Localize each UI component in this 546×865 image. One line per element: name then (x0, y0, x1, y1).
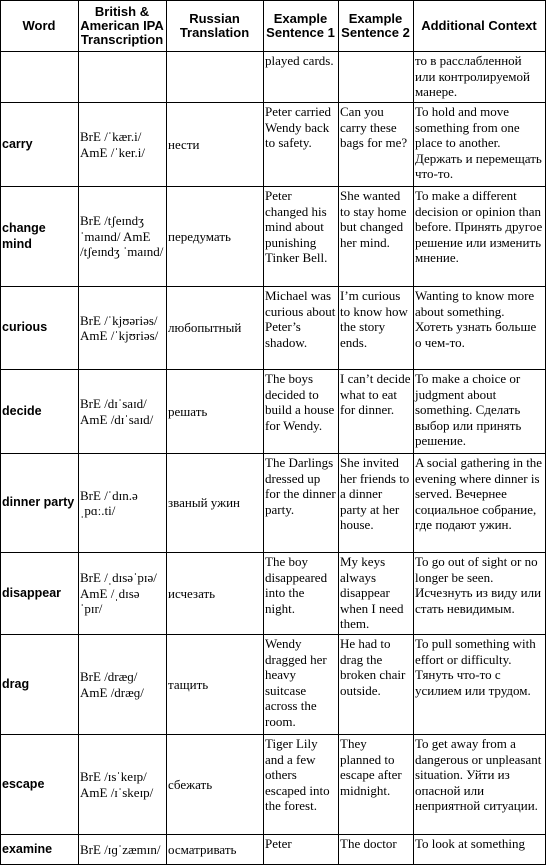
context-cell: то в расслабленной или контролируемой манере. (414, 52, 546, 103)
russian-cell: любопытный (167, 287, 264, 370)
header-example2: Example Sentence 2 (339, 1, 414, 52)
example2-cell: My keys always disappear when I need them. (339, 553, 414, 635)
example2-cell: I can’t decide what to eat for dinner. (339, 370, 414, 454)
example1-cell: Wendy dragged her heavy suitcase across the room. (264, 635, 339, 735)
example1-cell: Peter (264, 835, 339, 865)
table-row (1, 187, 546, 287)
example1-cell: The Darlings dressed up for the dinner party. (264, 454, 339, 553)
example2-cell: She wanted to stay home but changed her mind. (339, 187, 414, 287)
ipa-cell: BrE /ˌdɪsəˈpɪə/ AmE /ˌdɪsə ˈpɪr/ (79, 553, 167, 635)
context-cell: Wanting to know more about something. Хотеть узнать больше о чем-то. (414, 287, 546, 370)
table-row (1, 370, 546, 454)
header-context: Additional Context (414, 1, 546, 52)
header-ipa: British & American IPA Transcription (79, 1, 167, 52)
russian-cell: исчезать (167, 553, 264, 635)
context-cell: To look at something (414, 835, 546, 865)
table-row (1, 103, 546, 187)
example2-cell: The doctor (339, 835, 414, 865)
ipa-cell (79, 52, 167, 103)
example2-cell: She invited her friends to a dinner party at her house. (339, 454, 414, 553)
context-cell: To make a choice or judgment about something. Сделать выбор или принять решение. (414, 370, 546, 454)
header-example1: Example Sentence 1 (264, 1, 339, 52)
ipa-cell: BrE /ˈdɪn.ə ˌpɑː.ti/ (79, 454, 167, 553)
example2-cell: I’m curious to know how the story ends. (339, 287, 414, 370)
ipa-cell: BrE /ˈkær.i/ AmE /ˈker.i/ (79, 103, 167, 187)
ipa-cell: BrE /ɪɡˈzæmɪn/ (79, 835, 167, 865)
header-russian: Russian Translation (167, 1, 264, 52)
word-cell: change mind (1, 187, 79, 287)
russian-cell: званый ужин (167, 454, 264, 553)
header-row (1, 1, 546, 52)
example1-cell: The boys decided to build a house for Wendy. (264, 370, 339, 454)
table-row (1, 735, 546, 835)
context-cell: To pull something with effort or difficulty. Тянуть что-то с усилием или трудом. (414, 635, 546, 735)
table-row (1, 454, 546, 553)
ipa-cell: BrE /dræɡ/ AmE /dræɡ/ (79, 635, 167, 735)
context-cell: A social gathering in the evening where dinner is served. Вечернее социальное собрание, где подают ужин. (414, 454, 546, 553)
example2-cell (339, 52, 414, 103)
russian-cell: нести (167, 103, 264, 187)
ipa-cell: BrE /ɪsˈkeɪp/ AmE /ɪˈskeɪp/ (79, 735, 167, 835)
table-row (1, 553, 546, 635)
russian-cell: решать (167, 370, 264, 454)
example2-cell: They planned to escape after midnight. (339, 735, 414, 835)
example1-cell: Michael was curious about Peter’s shadow. (264, 287, 339, 370)
russian-cell: сбежать (167, 735, 264, 835)
example1-cell: Tiger Lily and a few others escaped into the forest. (264, 735, 339, 835)
table-row (1, 635, 546, 735)
russian-cell: тащить (167, 635, 264, 735)
word-cell: drag (1, 635, 79, 735)
russian-cell: осматривать (167, 835, 264, 865)
ipa-cell: BrE /tʃeɪndʒ ˈmaɪnd/ AmE /tʃeɪndʒ ˈmaɪnd/ (79, 187, 167, 287)
context-cell: To make a different decision or opinion than before. Принять другое решение или изменить мнение. (414, 187, 546, 287)
russian-cell (167, 52, 264, 103)
table-row (1, 287, 546, 370)
header-word: Word (1, 1, 79, 52)
word-cell: examine (1, 835, 79, 865)
example2-cell: Can you carry these bags for me? (339, 103, 414, 187)
example2-cell: He had to drag the broken chair outside. (339, 635, 414, 735)
example1-cell: The boy disappeared into the night. (264, 553, 339, 635)
context-cell: To get away from a dangerous or unpleasant situation. Уйти из опасной или неприятной ситуации. (414, 735, 546, 835)
table-row (1, 52, 546, 103)
context-cell: To go out of sight or no longer be seen. Исчезнуть из виду или стать невидимым. (414, 553, 546, 635)
word-cell: curious (1, 287, 79, 370)
word-cell: dinner party (1, 454, 79, 553)
example1-cell: Peter carried Wendy back to safety. (264, 103, 339, 187)
word-cell: escape (1, 735, 79, 835)
table-row (1, 835, 546, 865)
word-cell (1, 52, 79, 103)
ipa-cell: BrE /ˈkjʊəriəs/ AmE /ˈkjʊriəs/ (79, 287, 167, 370)
word-cell: disappear (1, 553, 79, 635)
context-cell: To hold and move something from one place to another. Держать и перемещать что-то. (414, 103, 546, 187)
word-cell: carry (1, 103, 79, 187)
example1-cell: played cards. (264, 52, 339, 103)
word-cell: decide (1, 370, 79, 454)
ipa-cell: BrE /dɪˈsaɪd/ AmE /dɪˈsaɪd/ (79, 370, 167, 454)
example1-cell: Peter changed his mind about punishing Tinker Bell. (264, 187, 339, 287)
russian-cell: передумать (167, 187, 264, 287)
